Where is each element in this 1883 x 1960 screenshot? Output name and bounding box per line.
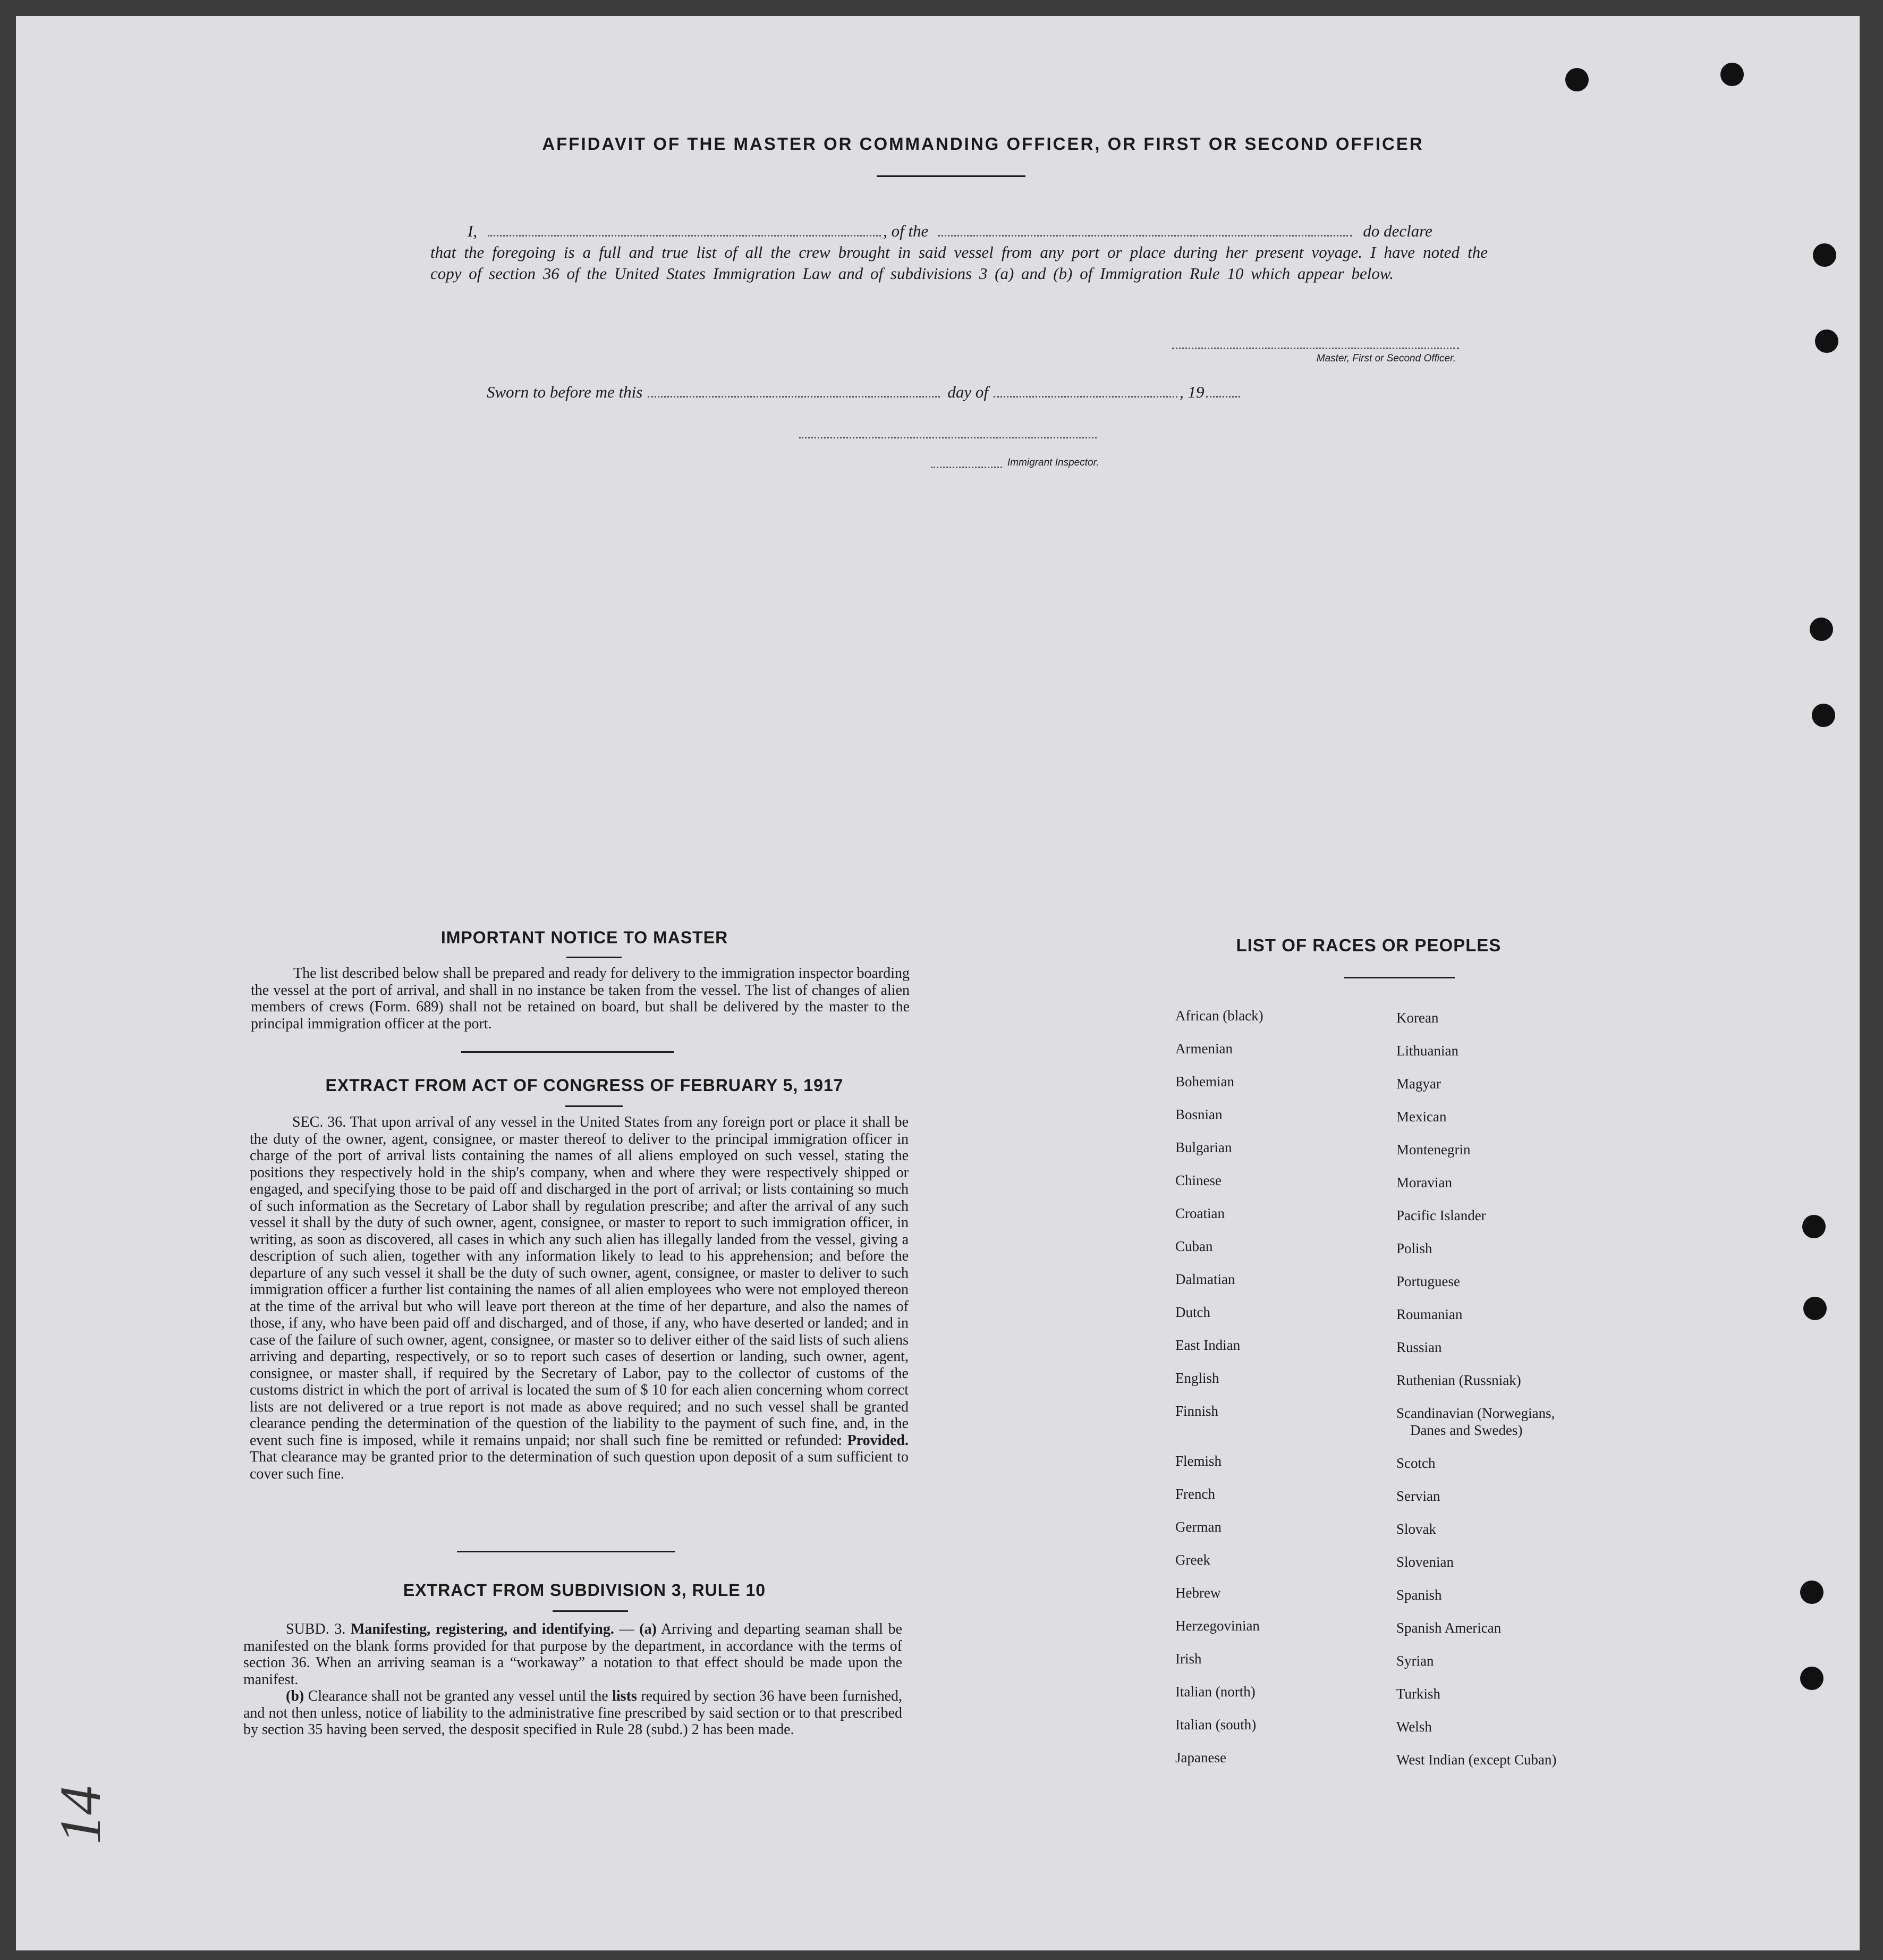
divider [461, 1051, 674, 1053]
race-item: Dalmatian [1175, 1271, 1235, 1287]
affidavit-declaration [430, 221, 1488, 284]
race-item: African (black) [1175, 1008, 1263, 1024]
race-item: Japanese [1175, 1750, 1226, 1765]
race-item: Roumanian [1396, 1306, 1463, 1322]
vessel-field[interactable] [938, 234, 1352, 236]
punch-hole [1803, 1297, 1827, 1320]
punch-hole [1810, 618, 1833, 641]
divider [457, 1551, 675, 1552]
race-item: Syrian [1396, 1653, 1434, 1669]
race-item: Turkish [1396, 1686, 1441, 1702]
race-item: Flemish [1175, 1453, 1222, 1469]
affidavit-i-label: I, [468, 222, 478, 240]
subd-heading: Manifesting, registering, and identifying. [351, 1621, 614, 1637]
act-text-end: That clearance may be granted prior to the determination of such question upon deposit of a sum sufficient to cover such fine. [250, 1449, 909, 1482]
race-item: Korean [1396, 1010, 1439, 1026]
subd-dash: — [619, 1621, 634, 1637]
punch-hole [1812, 704, 1835, 727]
day-of-label: day of [947, 383, 988, 401]
race-item: Slovenian [1396, 1554, 1454, 1570]
subd-b-label: (b) [286, 1688, 304, 1704]
race-item: Servian [1396, 1488, 1440, 1504]
race-item: Spanish American [1396, 1620, 1502, 1636]
race-item: Polish [1396, 1240, 1432, 1256]
sworn-line [487, 383, 1316, 402]
race-item: Bulgarian [1175, 1139, 1232, 1155]
race-item: Bosnian [1175, 1106, 1223, 1122]
punch-hole [1800, 1667, 1823, 1690]
rule-extract-text [243, 1621, 902, 1738]
punch-hole [1720, 63, 1744, 86]
race-item: East Indian [1175, 1337, 1241, 1353]
race-item: Montenegrin [1396, 1142, 1471, 1158]
provided-word: Provided. [847, 1432, 909, 1449]
act-text-main: SEC. 36. That upon arrival of any vessel in the United States from any foreign port or place it shall be the duty of the owner, agent, consignee, or master thereof to deliver to the principal immigration officer in charge of the port of arrival lists containing the names of all aliens employed on such vessel, stating the positions they respectively hold in the ship's company, when and where they were respectively shipped or engaged, and specifying those to be paid off and discharged in the port of arrival; or lists containing so much of such information as the Secretary of Labor shall by regulation prescribe; and after the arrival of any such vessel it shall by the duty of such owner, agent, consignee, or master to report to such immigration officer, in writing, as soon as discovered, all cases in which any such alien has illegally landed from the vessel, giving a description of such alien, together with any information likely to lead to his apprehension; and before the departure of any such vessel it shall be the duty of such owner, agent, consignee, or master to deliver to such immigration officer a further list containing the names of all alien employees who were not employed thereon at the time of the arrival but who will leave port thereon at the time of her departure, and also the names of those, if any, who have been paid off and discharged, and of those, if any, who have deserted or landed; and in case of the failure of such owner, agent, consignee, or master so to deliver either of the said lists of such aliens arriving and departing, respectively, or so to report such cases of desertion or landing, such owner, agent, consignee, or master shall, if required by the Secretary of Labor, pay to the collector of customs of the customs district in which the port of arrival is located the sum of $ 10 for each alien concerning whom correct lists are not delivered or a true report is not made as above required; and no such vessel shall be granted clearance pending the determination of the question of the liability to the payment of such fine, and, in the event such fine is imposed, while it remains unpaid; nor shall such fine be remitted or refunded: [250, 1114, 909, 1449]
subd-a-label: (a) [639, 1621, 657, 1637]
punch-hole [1565, 68, 1589, 91]
subd-label: SUBD. 3. [286, 1621, 346, 1637]
race-item: Spanish [1396, 1587, 1442, 1603]
punch-hole [1800, 1581, 1823, 1604]
race-item: Portuguese [1396, 1273, 1460, 1289]
race-item: Chinese [1175, 1172, 1222, 1188]
year-prefix: , 19 [1179, 383, 1205, 401]
punch-hole [1802, 1215, 1826, 1238]
race-item: Lithuanian [1396, 1043, 1458, 1059]
name-field[interactable] [488, 234, 881, 236]
race-item: Danes and Swedes) [1410, 1422, 1523, 1438]
affidavit-title: AFFIDAVIT OF THE MASTER OR COMMANDING OFFICER, OR FIRST OR SECOND OFFICER [542, 134, 1424, 154]
race-item: Slovak [1396, 1521, 1437, 1537]
race-item: Scotch [1396, 1455, 1436, 1471]
act-extract-text [250, 1114, 909, 1482]
inspector-caption-leader [931, 466, 1002, 468]
races-right-column [1396, 1010, 1619, 1785]
officer-signature-caption: Master, First or Second Officer. [1316, 353, 1456, 364]
race-item: Pacific Islander [1396, 1207, 1486, 1223]
race-item: Moravian [1396, 1175, 1452, 1190]
races-title: LIST OF RACES OR PEOPLES [1236, 935, 1502, 955]
sworn-day-field[interactable] [648, 395, 940, 398]
race-item: Ruthenian (Russniak) [1396, 1372, 1521, 1388]
race-item: Bohemian [1175, 1074, 1234, 1089]
do-declare-label: do declare [1363, 222, 1432, 240]
race-item: Finnish [1175, 1403, 1219, 1419]
race-item: Cuban [1175, 1238, 1213, 1254]
divider [565, 1105, 623, 1107]
race-item: German [1175, 1519, 1222, 1535]
race-item: French [1175, 1486, 1215, 1502]
divider [1344, 977, 1455, 978]
race-item: Hebrew [1175, 1585, 1221, 1601]
race-item: Russian [1396, 1339, 1442, 1355]
race-item: Croatian [1175, 1205, 1225, 1221]
document-page [16, 16, 1860, 1950]
sworn-label: Sworn to before me this [487, 383, 643, 401]
officer-signature-field[interactable] [1172, 347, 1459, 349]
race-item: Irish [1175, 1651, 1202, 1667]
race-item: Italian (south) [1175, 1717, 1257, 1733]
punch-hole [1813, 243, 1836, 267]
race-item: Magyar [1396, 1076, 1441, 1092]
act-extract-title: EXTRACT FROM ACT OF CONGRESS OF FEBRUARY 5, 1917 [325, 1076, 844, 1095]
of-the-label: , of the [883, 222, 929, 240]
sworn-month-field[interactable] [994, 395, 1177, 398]
race-item: Mexican [1396, 1109, 1447, 1125]
race-item: Italian (north) [1175, 1684, 1256, 1700]
subd-b-lists: lists [612, 1688, 637, 1704]
inspector-caption: Immigrant Inspector. [1007, 457, 1099, 468]
subd-b-text-1: Clearance shall not be granted any vessel until the [308, 1688, 608, 1704]
race-item: English [1175, 1370, 1219, 1386]
race-item: Herzegovinian [1175, 1618, 1260, 1634]
divider [566, 957, 622, 958]
race-item: Welsh [1396, 1719, 1432, 1735]
notice-title: IMPORTANT NOTICE TO MASTER [440, 928, 728, 947]
margin-note: 14 [48, 1786, 113, 1844]
race-item: Scandinavian (Norwegians, [1396, 1405, 1555, 1421]
inspector-signature-field[interactable] [799, 436, 1097, 438]
divider [877, 175, 1025, 177]
races-left-column [1175, 1008, 1367, 1782]
race-item: Dutch [1175, 1304, 1210, 1320]
subd-b-text-2: required by section 36 have been furnished, and not then unless, notice of liability to the administrative fine prescribed by said section or to that prescribed by section 35 having been served, the desposit specified in Rule 28 (subd.) 2 has been made. [243, 1688, 903, 1738]
divider [553, 1610, 628, 1612]
race-item: West Indian (except Cuban) [1396, 1752, 1557, 1768]
rule-extract-title: EXTRACT FROM SUBDIVISION 3, RULE 10 [403, 1581, 766, 1600]
notice-text: The list described below shall be prepared and ready for delivery to the immigration inspector boarding the vessel at the port of arrival, and shall in no instance be taken from the vessel. The list of changes of alien members of crews (Form. 689) shall not be retained on board, but shall be delivered by the master to the principal immigration officer at the port. [251, 965, 910, 1032]
subd-a-text: Arriving and departing seaman shall be manifested on the blank forms provided for that purpose by the department, in accordance with the terms of section 36. When an arriving seaman is a “workaway” a notation to that effect should be made upon the manifest. [243, 1621, 903, 1688]
race-item: Greek [1175, 1552, 1210, 1568]
declaration-text: that the foregoing is a full and true list of all the crew brought in said vessel from any port or place during her present voyage. I have noted the copy of section 36 of the United States Immigration Law and of subdivisions 3 (a) and (b) of Immigration Rule 10 which appear below. [430, 243, 1488, 283]
punch-hole [1815, 330, 1838, 353]
race-item: Armenian [1175, 1041, 1233, 1057]
sworn-year-field[interactable] [1206, 395, 1240, 398]
